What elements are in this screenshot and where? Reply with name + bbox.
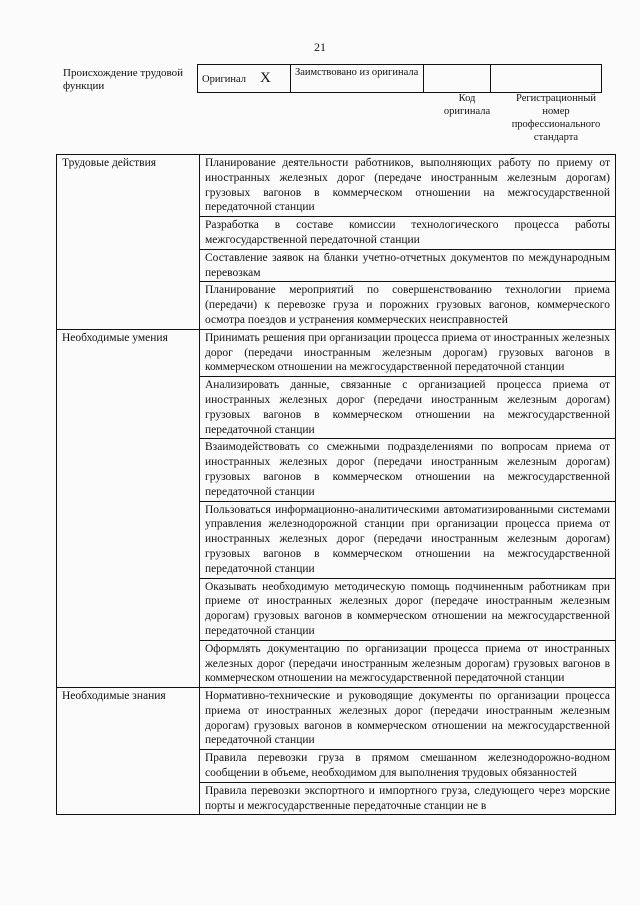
list-item: Планирование деятельности работников, выполняющих работу по приему от иностранных железных дорог (передаче иностранным железным дорогам) грузовых вагонов в коммерческом отношении на межгосударственной передаточной станции bbox=[200, 155, 616, 217]
origin-label: Происхождение трудовой функции bbox=[63, 67, 184, 92]
origin-table bbox=[197, 64, 602, 93]
list-item: Пользоваться информационно-аналитическими автоматизированными системами управления железнодорожной станции при организации процесса приема от иностранных железных дорог (передачи иностранным железным дорогам) грузовых вагонов в коммерческом отношении на межгосударственной передаточной станции bbox=[200, 501, 616, 578]
reg-caption: Регистрационный номер профессионального стандарта bbox=[511, 93, 601, 143]
list-item: Принимать решения при организации процесса приема от иностранных железных дорог (передачи иностранным железным дорогам) грузовых вагонов в коммерческом отношении на межгосударственной передаточной станции bbox=[200, 329, 616, 376]
list-item: Анализировать данные, связанные с организацией процесса приема от иностранных железных дорог (передачи иностранным железным дорогам) грузовых вагонов в коммерческом отношении на межгосударственной передаточной станции bbox=[200, 377, 616, 439]
list-item: Взаимодействовать со смежными подразделениями по вопросам приема от иностранных железных дорог (передачи иностранным железным дорогам) грузовых вагонов в коммерческом отношении на межгосударственной передаточной станции bbox=[200, 439, 616, 501]
list-item: Правила перевозки экспортного и импортного груза, следующего через морские порты и межгосударственные передаточные станции не в bbox=[200, 782, 616, 815]
list-item: Планирование мероприятий по совершенствованию технологии приема (передачи) к перевозке груза и порожних грузовых вагонов, коммерческого осмотра поездов и устранения коммерческих неисправностей bbox=[200, 282, 616, 329]
reg-number-cell bbox=[491, 65, 602, 93]
table-row bbox=[57, 329, 616, 376]
list-item: Нормативно-технические и руководящие документы по организации процесса приема от иностранных железных дорог (передачи иностранным железным дорогам) грузовых вагонов в коммерческом отношении на межгосударственной передаточной станции bbox=[200, 688, 616, 750]
table-row bbox=[57, 155, 616, 217]
table-row bbox=[57, 688, 616, 750]
code-caption: Код оригинала bbox=[443, 93, 491, 117]
list-item: Оформлять документацию по организации процесса приема от иностранных железных дорог (передачи иностранным железным дорогам) грузовых вагонов в коммерческом отношении на межгосударственной передаточной станции bbox=[200, 640, 616, 687]
list-item: Составление заявок на бланки учетно-отчетных документов по международным перевозкам bbox=[200, 249, 616, 282]
list-item: Правила перевозки груза в прямом смешанном железнодорожно-водном сообщении в объеме, необходимом для выполнения трудовых обязанностей bbox=[200, 750, 616, 783]
code-cell bbox=[424, 65, 491, 93]
original-label: Оригинал bbox=[202, 74, 246, 85]
original-mark: X bbox=[260, 70, 271, 86]
section-title-knowledge: Необходимые знания bbox=[57, 688, 200, 815]
functions-table bbox=[56, 154, 616, 815]
original-cell bbox=[198, 65, 291, 93]
section-title-actions: Трудовые действия bbox=[57, 155, 200, 330]
page-number: 21 bbox=[314, 40, 326, 54]
borrowed-cell: Заимствовано из оригинала bbox=[291, 65, 424, 93]
list-item: Оказывать необходимую методическую помощь подчиненным работникам при приеме от иностранных железных дорог (передаче иностранным железным дорогам) грузовых вагонов в коммерческом отношении на межгосударственной передаточной станции bbox=[200, 578, 616, 640]
section-title-skills: Необходимые умения bbox=[57, 329, 200, 687]
list-item: Разработка в составе комиссии технологического процесса работы межгосударственной передаточной станции bbox=[200, 217, 616, 250]
